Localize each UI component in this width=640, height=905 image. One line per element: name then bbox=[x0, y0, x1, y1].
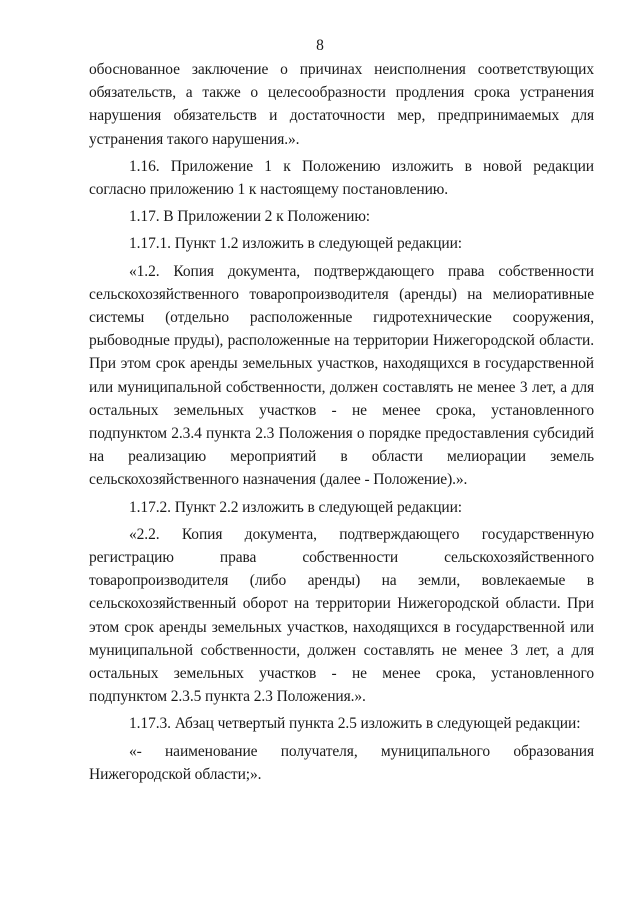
paragraph: 1.16. Приложение 1 к Положению изложить в новой редакции согласно приложению 1 к настоящему постановлению. bbox=[89, 157, 594, 199]
page-number: 8 bbox=[316, 37, 324, 54]
paragraph: 1.17.1. Пункт 1.2 изложить в следующей редакции: bbox=[129, 235, 462, 253]
paragraph: «- наименование получателя, муниципального образования Нижегородской области;». bbox=[89, 742, 594, 783]
paragraph: 1.17.2. Пункт 2.2 изложить в следующей редакции: bbox=[129, 498, 462, 516]
paragraph: 1.17. В Приложении 2 к Положению: bbox=[129, 208, 370, 226]
document-body bbox=[89, 58, 594, 786]
paragraph: «1.2. Копия документа, подтверждающего права собственности сельскохозяйственного товаропроизводителя (аренды) на мелиоративные системы (отдельно расположенные гидротехнические сооружения, рыбоводные пруды), расположенные на территории Нижегородской области. При этом срок аренды земельных участков, находящихся в государственной или муниципальной собственности, должен составлять не менее 3 лет, а для остальных земельных участков - не менее срока, установленного подпунктом 2.3.4 пункта 2.3 Положения о порядке предоставления субсидий на реализацию мероприятий в области мелиорации земель сельскохозяйственного назначения (далее - Положение).». bbox=[89, 262, 594, 489]
paragraph: обоснованное заключение о причинах неисполнения соответствующих обязательств, а также о целесообразности продления срока устранения нарушения обязательств и достаточности мер, предпринимаемых для устранения такого нарушения.». bbox=[89, 61, 594, 148]
paragraph: «2.2. Копия документа, подтверждающего государственную регистрацию права собственности сельскохозяйственного товаропроизводителя (либо аренды) на земли, вовлекаемые в сельскохозяйственный оборот на территории Нижегородской области. При этом срок аренды земельных участков, находящихся в государственной или муниципальной собственности, должен составлять не менее 3 лет, а для остальных земельных участков - не менее срока, установленного подпунктом 2.3.5 пункта 2.3 Положения.». bbox=[89, 525, 594, 706]
paragraph: 1.17.3. Абзац четвертый пункта 2.5 изложить в следующей редакции: bbox=[129, 715, 581, 733]
